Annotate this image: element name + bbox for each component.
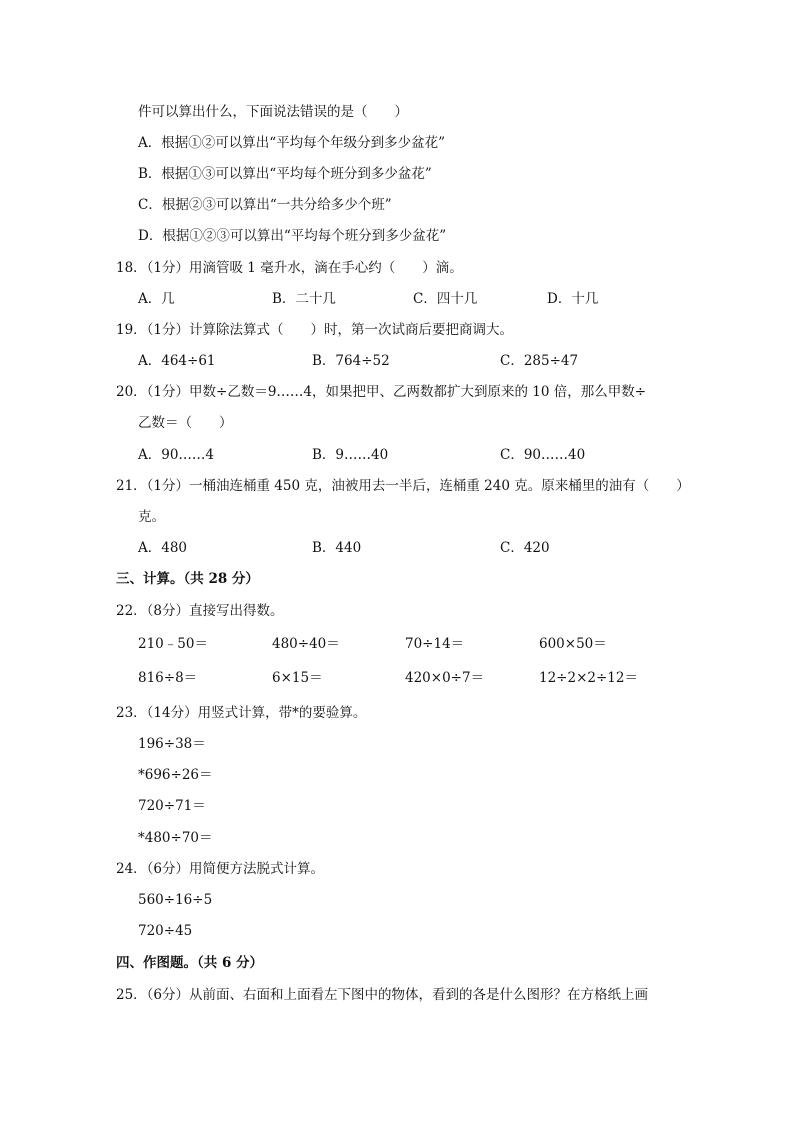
q21-option-c: C．420 bbox=[500, 540, 550, 556]
q18-stem: 18．（1分）用滴管吸 1 毫升水，滴在手心约（ ）滴。 bbox=[116, 260, 463, 276]
q21-stem-line2: 克。 bbox=[138, 509, 165, 525]
q23-item: *696÷26＝ bbox=[138, 767, 213, 783]
q20-stem-line2: 乙数＝（ ） bbox=[138, 415, 233, 431]
q22-item: 70÷14＝ bbox=[405, 636, 465, 652]
q20-option-a: A．90……4 bbox=[138, 447, 215, 463]
q20-stem-line1: 20．（1分）甲数÷乙数＝9……4，如果把甲、乙两数都扩大到原来的 10 倍，那么甲数÷ bbox=[116, 384, 647, 400]
q17-option-c: C．根据②③可以算出“一共分给多少个班” bbox=[138, 197, 392, 213]
q21-option-b: B．440 bbox=[312, 540, 362, 556]
q21-option-a: A．480 bbox=[138, 540, 188, 556]
q23-item: 196÷38＝ bbox=[138, 736, 206, 752]
q24-item: 560÷16÷5 bbox=[138, 892, 213, 908]
q22-item: 6×15＝ bbox=[272, 670, 323, 686]
q17-option-d: D．根据①②③可以算出“平均每个班分到多少盆花” bbox=[138, 228, 447, 244]
q17-option-b: B．根据①③可以算出“平均每个班分到多少盆花” bbox=[138, 166, 432, 182]
q22-item: 816÷8＝ bbox=[138, 670, 198, 686]
section-3-heading: 三、计算。（共 28 分） bbox=[116, 571, 259, 587]
q20-option-b: B．9……40 bbox=[312, 447, 389, 463]
q22-item: 12÷2×2÷12＝ bbox=[539, 670, 638, 686]
q23-item: *480÷70＝ bbox=[138, 830, 213, 846]
q17-continuation: 件可以算出什么，下面说法错误的是（ ） bbox=[138, 104, 408, 120]
q19-option-c: C．285÷47 bbox=[500, 353, 579, 369]
q18-option-d: D．十几 bbox=[547, 291, 599, 307]
q22-item: 600×50＝ bbox=[539, 636, 607, 652]
q18-option-a: A．几 bbox=[138, 291, 175, 307]
q17-option-a: A．根据①②可以算出“平均每个年级分到多少盆花” bbox=[138, 135, 446, 151]
q22-stem: 22．（8分）直接写出得数。 bbox=[116, 603, 284, 619]
q22-item: 480÷40＝ bbox=[272, 636, 340, 652]
q22-item: 420×0÷7＝ bbox=[405, 670, 485, 686]
q19-stem: 19．（1分）计算除法算式（ ）时，第一次试商后要把商调大。 bbox=[116, 322, 514, 338]
q20-option-c: C．90……40 bbox=[500, 447, 586, 463]
q18-option-c: C．四十几 bbox=[413, 291, 478, 307]
q19-option-b: B．764÷52 bbox=[312, 353, 390, 369]
q21-stem-line1: 21．（1分）一桶油连桶重 450 克，油被用去一半后，连桶重 240 克。原来桶里的油有（ ） bbox=[116, 478, 690, 494]
q19-option-a: A．464÷61 bbox=[138, 353, 216, 369]
q18-option-b: B．二十几 bbox=[272, 291, 336, 307]
q23-stem: 23．（14分）用竖式计算，带*的要验算。 bbox=[116, 705, 367, 721]
q24-item: 720÷45 bbox=[138, 923, 193, 939]
q22-item: 210﹣50＝ bbox=[138, 636, 208, 652]
section-4-heading: 四、作图题。（共 6 分） bbox=[116, 955, 264, 971]
q24-stem: 24．（6分）用简便方法脱式计算。 bbox=[116, 861, 325, 877]
q23-item: 720÷71＝ bbox=[138, 798, 206, 814]
q25-stem: 25．（6分）从前面、右面和上面看左下图中的物体，看到的各是什么图形？在方格纸上画 bbox=[116, 987, 649, 1003]
